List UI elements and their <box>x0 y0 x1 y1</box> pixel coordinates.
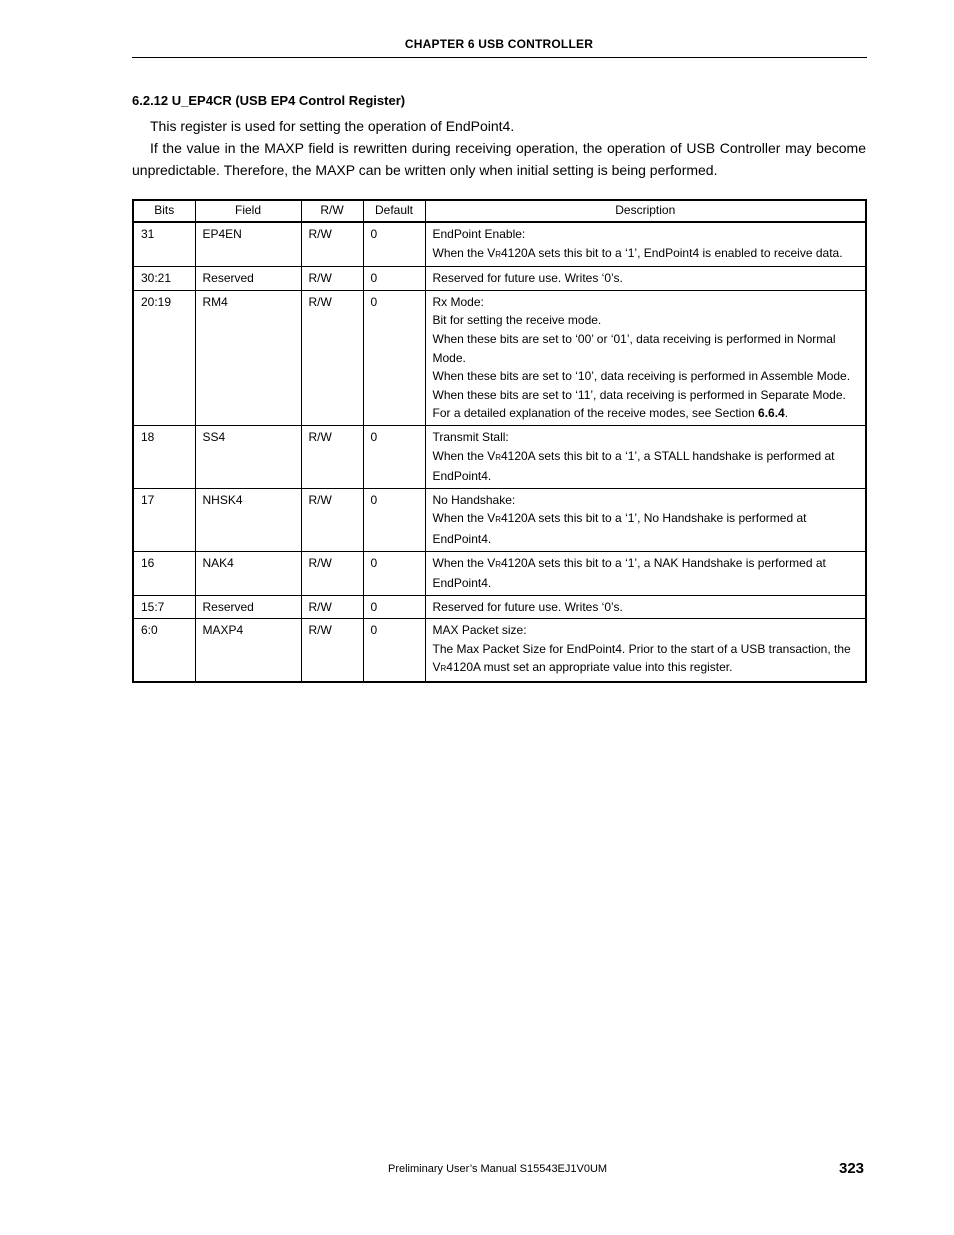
description-line: When the VR4120A sets this bit to a ‘1’, a STALL handshake is performed at EndPoint4. <box>432 448 835 484</box>
description-line: MAX Packet size: <box>432 623 527 638</box>
table-header-row <box>133 200 866 222</box>
cell-rw: R/W <box>301 551 363 595</box>
cell-bits: 16 <box>133 551 195 595</box>
description-line: When these bits are set to ‘11’, data receiving is performed in Separate Mode. <box>432 387 846 402</box>
warning-paragraph: If the value in the MAXP field is rewritten during receiving operation, the operation of USB Controller may become unpredictable. Therefore, the MAXP can be written only when initial setting is being performed. <box>132 140 866 178</box>
cell-description <box>425 595 866 619</box>
column-header-bits: Bits <box>133 200 195 222</box>
cell-bits: 31 <box>133 222 195 267</box>
description-line: No Handshake: <box>432 492 516 507</box>
cell-field: RM4 <box>195 290 301 425</box>
page-number: 323 <box>839 1160 865 1177</box>
header-divider <box>132 57 867 58</box>
cell-field: Reserved <box>195 267 301 291</box>
cell-description <box>425 619 866 682</box>
description-line: Reserved for future use. Writes ‘0’s. <box>432 271 623 286</box>
cell-field: EP4EN <box>195 222 301 267</box>
cell-default: 0 <box>363 222 425 267</box>
description-line: Transmit Stall: <box>432 429 509 444</box>
cell-bits: 18 <box>133 425 195 488</box>
cell-bits: 17 <box>133 488 195 551</box>
cell-default: 0 <box>363 619 425 682</box>
description-line: When the VR4120A sets this bit to a ‘1’, No Handshake is performed at EndPoint4. <box>432 511 807 546</box>
footer-manual-id: Preliminary User’s Manual S15543EJ1V0UM <box>388 1163 608 1175</box>
cell-field: MAXP4 <box>195 619 301 682</box>
cell-description <box>425 551 866 595</box>
cell-description <box>425 267 866 291</box>
cell-bits: 15:7 <box>133 595 195 619</box>
column-header-default: Default <box>363 200 425 222</box>
section-title: 6.2.12 U_EP4CR (USB EP4 Control Register) <box>132 93 406 108</box>
table-row <box>133 222 866 267</box>
description-line: When these bits are set to ‘10’, data receiving is performed in Assemble Mode. <box>432 369 851 384</box>
cell-default: 0 <box>363 425 425 488</box>
chapter-header: CHAPTER 6 USB CONTROLLER <box>404 37 594 51</box>
intro-paragraph: This register is used for setting the operation of EndPoint4. <box>150 118 515 134</box>
column-header-rw: R/W <box>301 200 363 222</box>
cell-field: Reserved <box>195 595 301 619</box>
description-line: When the VR4120A sets this bit to a ‘1’, a NAK Handshake is performed at EndPoint4. <box>432 555 826 591</box>
cell-bits: 6:0 <box>133 619 195 682</box>
table-row <box>133 619 866 682</box>
cell-field: NHSK4 <box>195 488 301 551</box>
description-line: When these bits are set to ‘00’ or ‘01’, data receiving is performed in Normal Mode. <box>432 331 836 365</box>
cell-description <box>425 425 866 488</box>
cell-rw: R/W <box>301 595 363 619</box>
description-line: For a detailed explanation of the receive modes, see Section 6.6.4. <box>432 406 789 421</box>
table-body <box>133 222 866 682</box>
cell-bits: 30:21 <box>133 267 195 291</box>
cell-default: 0 <box>363 595 425 619</box>
table-row <box>133 488 866 551</box>
description-line: EndPoint Enable: <box>432 227 526 241</box>
description-line: Reserved for future use. Writes ‘0’s. <box>432 599 623 614</box>
description-line: Bit for setting the receive mode. <box>432 313 602 328</box>
cell-rw: R/W <box>301 425 363 488</box>
table-row <box>133 551 866 595</box>
description-line: Rx Mode: <box>432 294 484 309</box>
cell-field: SS4 <box>195 425 301 488</box>
table-row <box>133 267 866 291</box>
cell-bits: 20:19 <box>133 290 195 425</box>
cell-field: NAK4 <box>195 551 301 595</box>
cell-default: 0 <box>363 290 425 425</box>
description-line: The Max Packet Size for EndPoint4. Prior to the start of a USB transaction, the VR4120A must set an appropriate value into this register. <box>432 641 851 675</box>
table-row <box>133 425 866 488</box>
cell-description <box>425 290 866 425</box>
cell-rw: R/W <box>301 267 363 291</box>
description-line: When the VR4120A sets this bit to a ‘1’, EndPoint4 is enabled to receive data. <box>432 245 843 260</box>
cell-default: 0 <box>363 551 425 595</box>
table-row <box>133 595 866 619</box>
cell-rw: R/W <box>301 222 363 267</box>
cell-default: 0 <box>363 267 425 291</box>
table-row <box>133 290 866 425</box>
cell-default: 0 <box>363 488 425 551</box>
cell-rw: R/W <box>301 290 363 425</box>
column-header-field: Field <box>195 200 301 222</box>
register-table <box>132 199 867 683</box>
cell-rw: R/W <box>301 619 363 682</box>
cell-description <box>425 488 866 551</box>
cell-description <box>425 222 866 267</box>
column-header-description: Description <box>425 200 866 222</box>
cell-rw: R/W <box>301 488 363 551</box>
